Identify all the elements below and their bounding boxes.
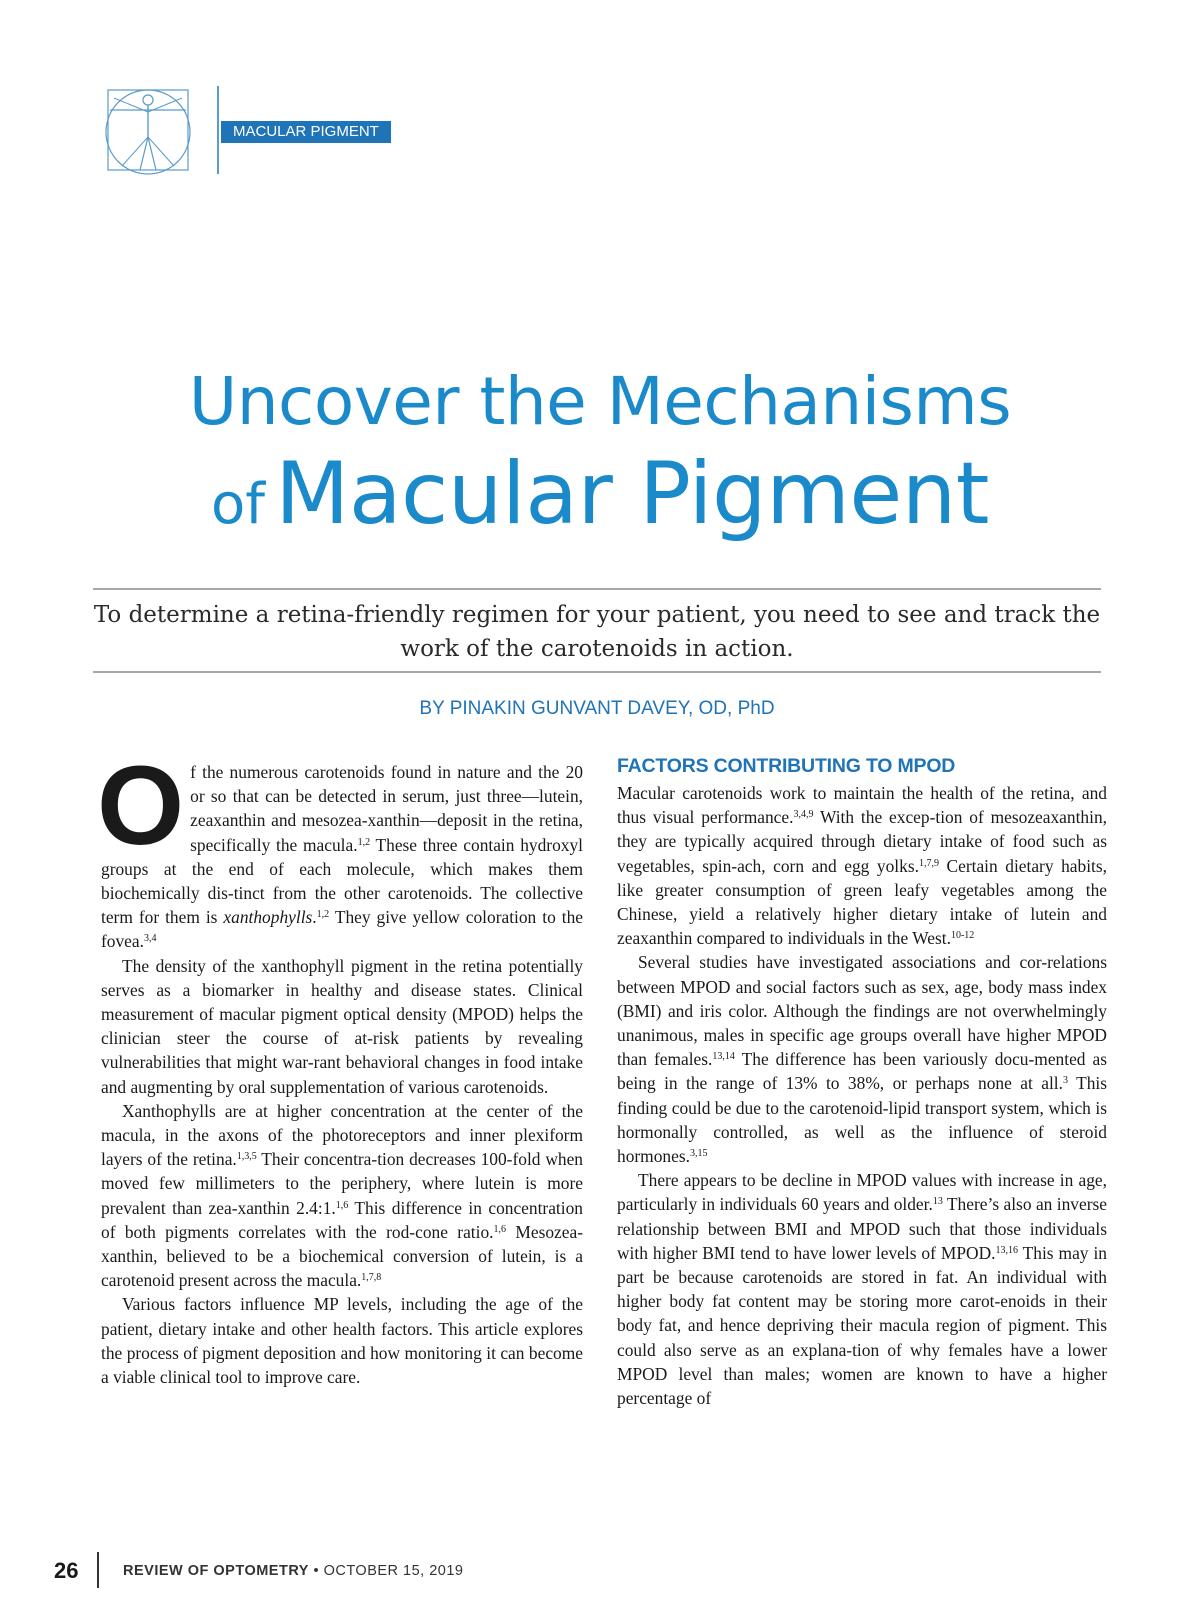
text-run: With the excep-tion of mesozeaxanthin, they are typically acquired through dietary intake of food such as vegetables, spin-ach, corn and egg yolks.: [617, 807, 1107, 876]
subtitle-rule-top: [93, 588, 1101, 590]
byline: BY PINAKIN GUNVANT DAVEY, OD, PhD: [419, 698, 775, 719]
citation-superscript: 1,6: [493, 1223, 507, 1235]
subtitle-rule-bottom: [93, 671, 1101, 673]
citation-superscript: 1,2: [357, 836, 371, 848]
citation-superscript: 1,7,9: [918, 857, 939, 869]
text-run: There appears to be decline in MPOD values with increase in age, particularly in individuals 60 years and older.: [617, 1170, 1107, 1215]
paragraph: [617, 781, 1107, 950]
right-column: [617, 753, 1107, 1410]
drop-cap: O: [97, 743, 185, 868]
left-column: [97, 743, 583, 1389]
vitruvian-man-icon: [100, 82, 196, 178]
paragraph: [101, 1099, 583, 1293]
text-run: Various factors influence MP levels, including the age of the patient, dietary intake and other health factors. This article explores the process of pigment deposition and how monitoring it can become a viable clinical tool to improve care.: [101, 1294, 583, 1388]
paragraph: [617, 950, 1107, 1168]
text-run: Certain dietary habits, like greater consumption of green leafy vegetables among the Chinese, yield a relatively higher dietary intake of lutein and zeaxanthin compared to individuals in the West.: [617, 855, 1107, 949]
text-run: They give yellow coloration to the fovea.: [101, 907, 583, 952]
citation-superscript: 13,14: [712, 1051, 735, 1063]
citation-superscript: 13: [932, 1196, 943, 1208]
text-run: This may in part be because carotenoids are stored in fat. An individual with higher body fat content may be storing more carot-enoids in their body fat, and hence depriving their macula region of pigment. This could also serve as an explana-tion of why females have a lower MPOD level than males; women are known to have a higher percentage of: [617, 1242, 1107, 1409]
title-line-2: [60, 446, 1140, 560]
citation-superscript: 10-12: [950, 930, 975, 942]
text-run: f the numerous carotenoids found in nature and the 20 or so that can be detected in serum, just three—lutein, zeaxanthin and mesozea-xanthin—deposit in the retina, specifically the macula.: [190, 762, 583, 855]
title-main: Macular Pigment: [275, 444, 989, 544]
text-run: Their concentra-tion decreases 100-fold when moved few millimeters to the periphery, where lutein is more prevalent than zea-xanthin 2.4:1.: [101, 1149, 583, 1218]
footer-separator: •: [313, 1563, 320, 1579]
paragraph: [617, 1168, 1107, 1410]
text-run: These three contain hydroxyl groups at the end of each molecule, which makes them biochemically dis-tinct from the other carotenoids. The collective term for them is: [101, 834, 583, 928]
text-run: Xanthophylls are at higher concentration at the center of the macula, in the axons of the photoreceptors and inner plexiform layers of the retina.: [101, 1100, 583, 1170]
header-divider: [217, 86, 219, 174]
citation-superscript: 3,4: [143, 933, 157, 945]
publication-name: REVIEW OF OPTOMETRY: [123, 1563, 309, 1579]
title-of: of: [211, 472, 265, 537]
text-run: The density of the xanthophyll pigment in the retina potentially serves as a biomarker in healthy and disease states. Clinical measurement of macular pigment optical density (MPOD) helps the clinician steer the course of at-risk patients by revealing vulnerabilities that might war-rant behavioral changes in food intake and augmenting by oral supplementation of various carotenoids.: [101, 955, 583, 1097]
section-heading: FACTORS CONTRIBUTING TO MPOD: [617, 755, 956, 777]
text-run: There’s also an inverse relationship between BMI and MPOD such that those individuals with higher BMI tend to have lower levels of MPOD.: [617, 1194, 1107, 1263]
citation-superscript: 1,7,8: [361, 1272, 382, 1284]
citation-superscript: 1,3,5: [236, 1151, 257, 1163]
article-subtitle: To determine a retina-friendly regimen for your patient, you need to see and track the work of the carotenoids in action.: [93, 602, 1101, 662]
footer-divider: [97, 1552, 99, 1588]
issue-date: OCTOBER 15, 2019: [323, 1563, 464, 1579]
citation-superscript: 1,2: [316, 909, 330, 921]
article-title: [60, 360, 1140, 560]
text-run: This finding could be due to the carotenoid-lipid transport system, which is hormonally controlled, as well as the influence of steroid hormones.: [617, 1073, 1107, 1167]
paragraph: [101, 954, 583, 1099]
citation-superscript: 13,16: [995, 1244, 1018, 1256]
page-number: 26: [54, 1558, 79, 1583]
italic-term: xanthophylls: [223, 907, 313, 928]
text-run: Macular carotenoids work to maintain the health of the retina, and thus visual performance.: [617, 783, 1107, 828]
text-run: Several studies have investigated associations and cor-relations between MPOD and social factors such as sex, age, body mass index (BMI) and iris color. Although the findings are not overwhelmingly unanimous, males in specific age groups overall have higher MPOD than females.: [617, 952, 1107, 1070]
citation-superscript: 3: [1062, 1075, 1068, 1087]
paragraph: [97, 743, 583, 954]
text-run: The difference has been variously docu-mented as being in the range of 13% to 38%, or perhaps none at all.: [617, 1049, 1107, 1094]
paragraph: [101, 1292, 583, 1389]
text-run: Mesozea-xanthin, believed to be a biochemical conversion of lutein, is a carotenoid present across the macula.: [101, 1221, 583, 1291]
citation-superscript: 3,4,9: [793, 809, 814, 821]
text-run: This difference in concentration of both pigments correlates with the rod-cone ratio.: [101, 1197, 583, 1242]
text-run: .: [312, 907, 317, 928]
title-line-1: Uncover the Mechanisms: [188, 363, 1012, 440]
section-tag: MACULAR PIGMENT: [221, 121, 391, 143]
citation-superscript: 1,6: [335, 1199, 349, 1211]
citation-superscript: 3,15: [689, 1148, 708, 1160]
footer-credit: [123, 1563, 464, 1579]
